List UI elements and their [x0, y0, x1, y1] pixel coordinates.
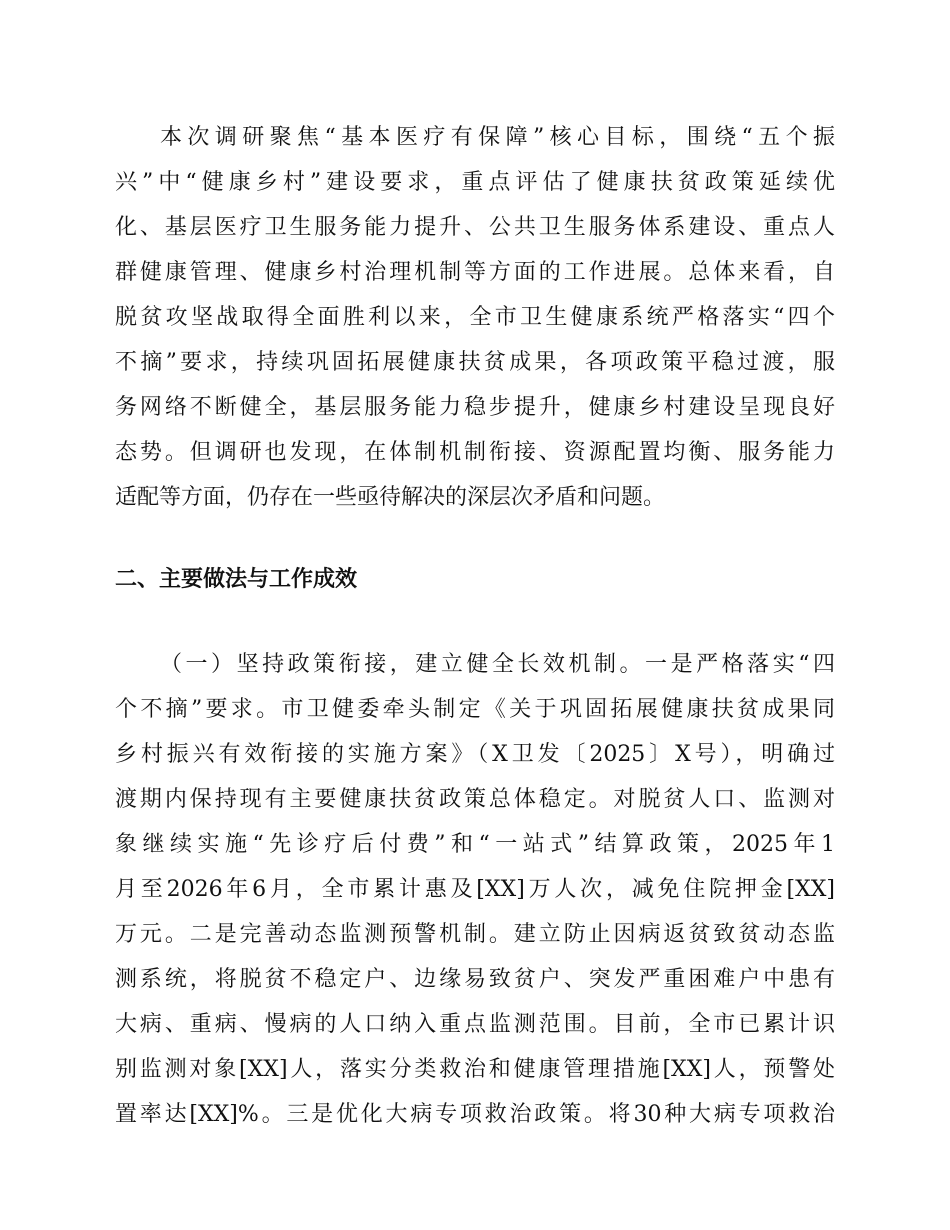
paragraph-line: 月至2026年6月，全市累计惠及[XX]万人次，减免住院押金[XX]	[115, 877, 835, 902]
paragraph-line: 群健康管理、健康乡村治理机制等方面的工作进展。总体来看，自	[115, 260, 835, 285]
paragraph-line: 态势。但调研也发现，在体制机制衔接、资源配置均衡、服务能力	[115, 440, 835, 465]
section-heading: 二、主要做法与工作成效	[115, 567, 358, 592]
paragraph-line: 适配等方面，仍存在一些亟待解决的深层次矛盾和问题。	[115, 485, 666, 510]
paragraph-line: 务网络不断健全，基层服务能力稳步提升，健康乡村建设呈现良好	[115, 395, 835, 420]
paragraph-line: 置率达[XX]%。三是优化大病专项救治政策。将30种大病专项救治	[115, 1102, 835, 1127]
paragraph-line: 本次调研聚焦“基本医疗有保障”核心目标，围绕“五个振	[160, 125, 835, 150]
paragraph-line: 化、基层医疗卫生服务能力提升、公共卫生服务体系建设、重点人	[115, 215, 835, 240]
paragraph-line: 象继续实施“先诊疗后付费”和“一站式”结算政策，2025年1	[115, 832, 835, 857]
paragraph-line: 万元。二是完善动态监测预警机制。建立防止因病返贫致贫动态监	[115, 922, 835, 947]
paragraph-line: 测系统，将脱贫不稳定户、边缘易致贫户、突发严重困难户中患有	[115, 967, 835, 992]
paragraph-line: 不摘”要求，持续巩固拓展健康扶贫成果，各项政策平稳过渡，服	[115, 350, 835, 375]
paragraph-line: 渡期内保持现有主要健康扶贫政策总体稳定。对脱贫人口、监测对	[115, 787, 835, 812]
paragraph-line: 个不摘”要求。市卫健委牵头制定《关于巩固拓展健康扶贫成果同	[115, 697, 835, 722]
paragraph-line: 兴”中“健康乡村”建设要求，重点评估了健康扶贫政策延续优	[115, 170, 835, 195]
paragraph-line: 乡村振兴有效衔接的实施方案》（X卫发〔2025〕X号），明确过	[115, 742, 835, 767]
paragraph-line: 脱贫攻坚战取得全面胜利以来，全市卫生健康系统严格落实“四个	[115, 305, 835, 330]
paragraph-line: 别监测对象[XX]人，落实分类救治和健康管理措施[XX]人，预警处	[115, 1057, 835, 1082]
paragraph-line: （一）坚持政策衔接，建立健全长效机制。一是严格落实“四	[160, 652, 835, 677]
paragraph-line: 大病、重病、慢病的人口纳入重点监测范围。目前，全市已累计识	[115, 1012, 835, 1037]
